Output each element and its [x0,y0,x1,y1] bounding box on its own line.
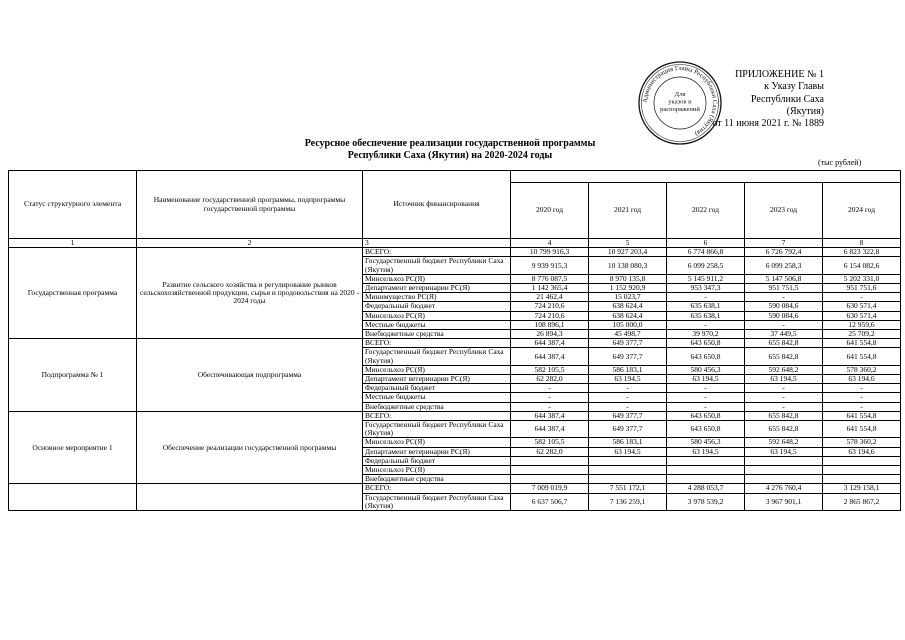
value-cell: 655 842,8 [745,421,823,438]
value-cell: 724 210,6 [511,302,589,311]
value-cell: 1 152 920,9 [589,284,667,293]
header-year: 2022 год [667,183,745,239]
value-cell: 644 387,4 [511,339,589,348]
value-cell: 10 799 916,3 [511,248,589,257]
header-year: 2024 год [823,183,901,239]
index-cell: 5 [589,239,667,248]
seal-center-text: распоряжений [660,106,700,113]
value-cell: 63 194,5 [589,447,667,456]
value-cell: 592 648,2 [745,438,823,447]
value-cell: 4 276 760,4 [745,484,823,493]
value-cell: 592 648,2 [745,365,823,374]
value-cell: 578 360,2 [823,365,901,374]
table-row [9,484,901,493]
value-cell: - [667,402,745,411]
value-cell: - [745,393,823,402]
value-cell: - [511,384,589,393]
value-cell: 630 571,4 [823,311,901,320]
source-cell: Государственный бюджет Республики Саха (Якутия) [363,421,511,438]
value-cell: 2 865 867,2 [823,493,901,510]
value-cell: 62 282,0 [511,375,589,384]
value-cell: 45 498,7 [589,330,667,339]
header-year: 2020 год [511,183,589,239]
value-cell: - [823,384,901,393]
value-cell: 7 136 259,1 [589,493,667,510]
table-row [9,411,901,420]
value-cell: 643 650,8 [667,411,745,420]
value-cell: - [589,393,667,402]
value-cell: 578 360,2 [823,438,901,447]
index-cell: 3 [363,239,511,248]
value-cell: 4 288 053,7 [667,484,745,493]
source-cell: Внебюджетные средства [363,330,511,339]
value-cell: 649 377,7 [589,348,667,365]
resource-table [8,170,901,511]
value-cell: 641 554,8 [823,411,901,420]
table-row [9,339,901,348]
value-cell: 644 387,4 [511,411,589,420]
value-cell [667,466,745,475]
source-cell: Внебюджетные средства [363,402,511,411]
value-cell [823,475,901,484]
value-cell: 951 751,5 [745,284,823,293]
value-cell: 6 099 258,3 [745,257,823,274]
source-cell: Местные бюджеты [363,393,511,402]
value-cell: 649 377,7 [589,339,667,348]
status-cell: Государственная программа [9,248,137,339]
source-cell: Департамент ветеринарии РС(Я) [363,447,511,456]
value-cell: - [667,293,745,302]
source-cell: Департамент ветеринарии РС(Я) [363,375,511,384]
value-cell: 63 194,6 [823,447,901,456]
value-cell [667,456,745,465]
value-cell: 638 624,4 [589,302,667,311]
value-cell: 586 183,1 [589,365,667,374]
index-cell: 8 [823,239,901,248]
value-cell: - [745,384,823,393]
value-cell: 105 000,0 [589,320,667,329]
value-cell: 643 650,8 [667,348,745,365]
value-cell: 644 387,4 [511,421,589,438]
value-cell: 6 637 506,7 [511,493,589,510]
source-cell: ВСЕГО: [363,248,511,257]
value-cell: 724 210,6 [511,311,589,320]
value-cell: 5 145 911,2 [667,274,745,283]
index-cell: 1 [9,239,137,248]
value-cell: 630 571,4 [823,302,901,311]
index-cell: 2 [137,239,363,248]
value-cell: 635 638,1 [667,311,745,320]
value-cell: 6 099 258,5 [667,257,745,274]
header-status: Статус структурного элемента [9,171,137,239]
units-label: (тыс рублей) [818,158,862,167]
value-cell: - [745,402,823,411]
value-cell: 655 842,8 [745,411,823,420]
value-cell: - [823,393,901,402]
value-cell: 63 194,6 [823,375,901,384]
header-year: 2021 год [589,183,667,239]
value-cell [823,456,901,465]
value-cell: 641 554,8 [823,421,901,438]
index-cell: 4 [511,239,589,248]
value-cell: 7 009 019,9 [511,484,589,493]
value-cell: 39 970,2 [667,330,745,339]
appendix-line: к Указу Главы [764,81,824,93]
document-title [230,138,670,162]
value-cell: 638 624,4 [589,311,667,320]
value-cell: 10 927 203,4 [589,248,667,257]
value-cell: 580 456,3 [667,438,745,447]
value-cell: 6 774 866,8 [667,248,745,257]
value-cell: - [589,384,667,393]
source-cell: Федеральный бюджет [363,384,511,393]
value-cell: 3 967 901,1 [745,493,823,510]
source-cell: ВСЕГО: [363,339,511,348]
source-cell: Государственный бюджет Республики Саха (Якутия) [363,257,511,274]
value-cell: 649 377,7 [589,411,667,420]
index-cell: 6 [667,239,745,248]
value-cell: 586 183,1 [589,438,667,447]
source-cell: Федеральный бюджет [363,456,511,465]
value-cell [511,466,589,475]
source-cell: Минсельхоз РС(Я) [363,466,511,475]
source-cell: Минимущество РС(Я) [363,293,511,302]
value-cell: 7 551 172,1 [589,484,667,493]
title-line-1: Ресурсное обеспечение реализации государственной программы [304,138,596,149]
seal-ring-text: Администрация Главы Республики Саха (Якутия) [641,64,719,138]
value-cell: - [667,384,745,393]
source-cell: Государственный бюджет Республики Саха (Якутия) [363,348,511,365]
value-cell: 25 709,2 [823,330,901,339]
value-cell: 641 554,8 [823,339,901,348]
value-cell: 5 202 331,0 [823,274,901,283]
value-cell: 63 194,5 [745,375,823,384]
value-cell [823,466,901,475]
value-cell: 26 894,3 [511,330,589,339]
value-cell: 63 194,5 [667,375,745,384]
value-cell: 953 347,3 [667,284,745,293]
value-cell: 6 154 082,6 [823,257,901,274]
program-name-cell: Обеспечение реализации государственной программы [137,411,363,484]
value-cell [667,475,745,484]
value-cell: 15 023,7 [589,293,667,302]
official-seal [637,60,723,146]
value-cell: 641 554,8 [823,348,901,365]
value-cell: 643 650,8 [667,421,745,438]
value-cell: - [589,402,667,411]
seal-center-text: указов и [668,98,692,106]
source-cell: Внебюджетные средства [363,475,511,484]
value-cell: 9 939 915,3 [511,257,589,274]
source-cell: Государственный бюджет Республики Саха (Якутия) [363,493,511,510]
value-cell: 951 751,6 [823,284,901,293]
source-cell: Минсельхоз РС(Я) [363,438,511,447]
value-cell: 12 959,6 [823,320,901,329]
seal-center-text: Для [674,91,686,98]
header-source: Источник финансирования [363,171,511,239]
header-year: 2023 год [745,183,823,239]
value-cell: 582 105,5 [511,365,589,374]
value-cell [745,456,823,465]
value-cell: 643 650,8 [667,339,745,348]
value-cell [589,475,667,484]
value-cell: - [667,393,745,402]
value-cell: 37 449,5 [745,330,823,339]
value-cell: 62 282,0 [511,447,589,456]
value-cell: 63 194,5 [589,375,667,384]
source-cell: Департамент ветеринарии РС(Я) [363,284,511,293]
table-body [9,248,901,511]
status-cell [9,484,137,511]
source-cell: Федеральный бюджет [363,302,511,311]
appendix-line: ПРИЛОЖЕНИЕ № 1 [735,69,824,80]
value-cell: - [745,320,823,329]
value-cell: 6 823 322,8 [823,248,901,257]
value-cell: 655 842,8 [745,348,823,365]
value-cell: - [511,402,589,411]
value-cell: 6 726 792,4 [745,248,823,257]
value-cell: 8 776 087,5 [511,274,589,283]
status-cell: Основное мероприятие 1 [9,411,137,484]
value-cell: 10 138 080,3 [589,257,667,274]
value-cell [511,475,589,484]
header-name: Наименование государственной программы, подпрограммы государственной программы [137,171,363,239]
index-cell: 7 [745,239,823,248]
appendix-block [712,69,824,130]
source-cell: ВСЕГО: [363,484,511,493]
value-cell: 649 377,7 [589,421,667,438]
source-cell: ВСЕГО: [363,411,511,420]
appendix-line: Республики Саха (Якутия) [750,93,824,117]
appendix-line: от 11 июня 2021 г. № 1889 [712,118,824,130]
value-cell: 582 105,5 [511,438,589,447]
value-cell: 580 456,3 [667,365,745,374]
source-cell: Местные бюджеты [363,320,511,329]
value-cell: - [745,293,823,302]
value-cell: 21 462,4 [511,293,589,302]
value-cell: 655 842,8 [745,339,823,348]
table-row [9,248,901,257]
value-cell: 635 638,1 [667,302,745,311]
value-cell: 3 129 158,1 [823,484,901,493]
value-cell: 644 387,4 [511,348,589,365]
header-years-group [511,171,901,183]
status-cell: Подпрограмма № 1 [9,339,137,412]
value-cell: 5 147 506,8 [745,274,823,283]
source-cell: Минсельхоз РС(Я) [363,311,511,320]
value-cell: 63 194,5 [745,447,823,456]
value-cell [589,456,667,465]
value-cell: - [823,293,901,302]
value-cell: - [823,402,901,411]
value-cell: - [667,320,745,329]
program-name-cell: Обеспечивающая подпрограмма [137,339,363,412]
value-cell: - [511,393,589,402]
value-cell: 63 194,5 [667,447,745,456]
source-cell: Минсельхоз РС(Я) [363,274,511,283]
value-cell [511,456,589,465]
value-cell: 590 084,6 [745,302,823,311]
value-cell: 1 142 365,4 [511,284,589,293]
title-line-2: Республики Саха (Якутия) на 2020-2024 годы [347,150,553,161]
program-name-cell: Развитие сельского хозяйства и регулирование рынков сельскохозяйственной продукции, сырья и продовольствия на 2020 - 2024 годы [137,248,363,339]
value-cell [589,466,667,475]
value-cell: 108 896,1 [511,320,589,329]
value-cell: 8 970 135,8 [589,274,667,283]
program-name-cell [137,484,363,511]
value-cell: 590 084,6 [745,311,823,320]
value-cell: 3 978 539,2 [667,493,745,510]
value-cell [745,475,823,484]
value-cell [745,466,823,475]
source-cell: Минсельхоз РС(Я) [363,365,511,374]
